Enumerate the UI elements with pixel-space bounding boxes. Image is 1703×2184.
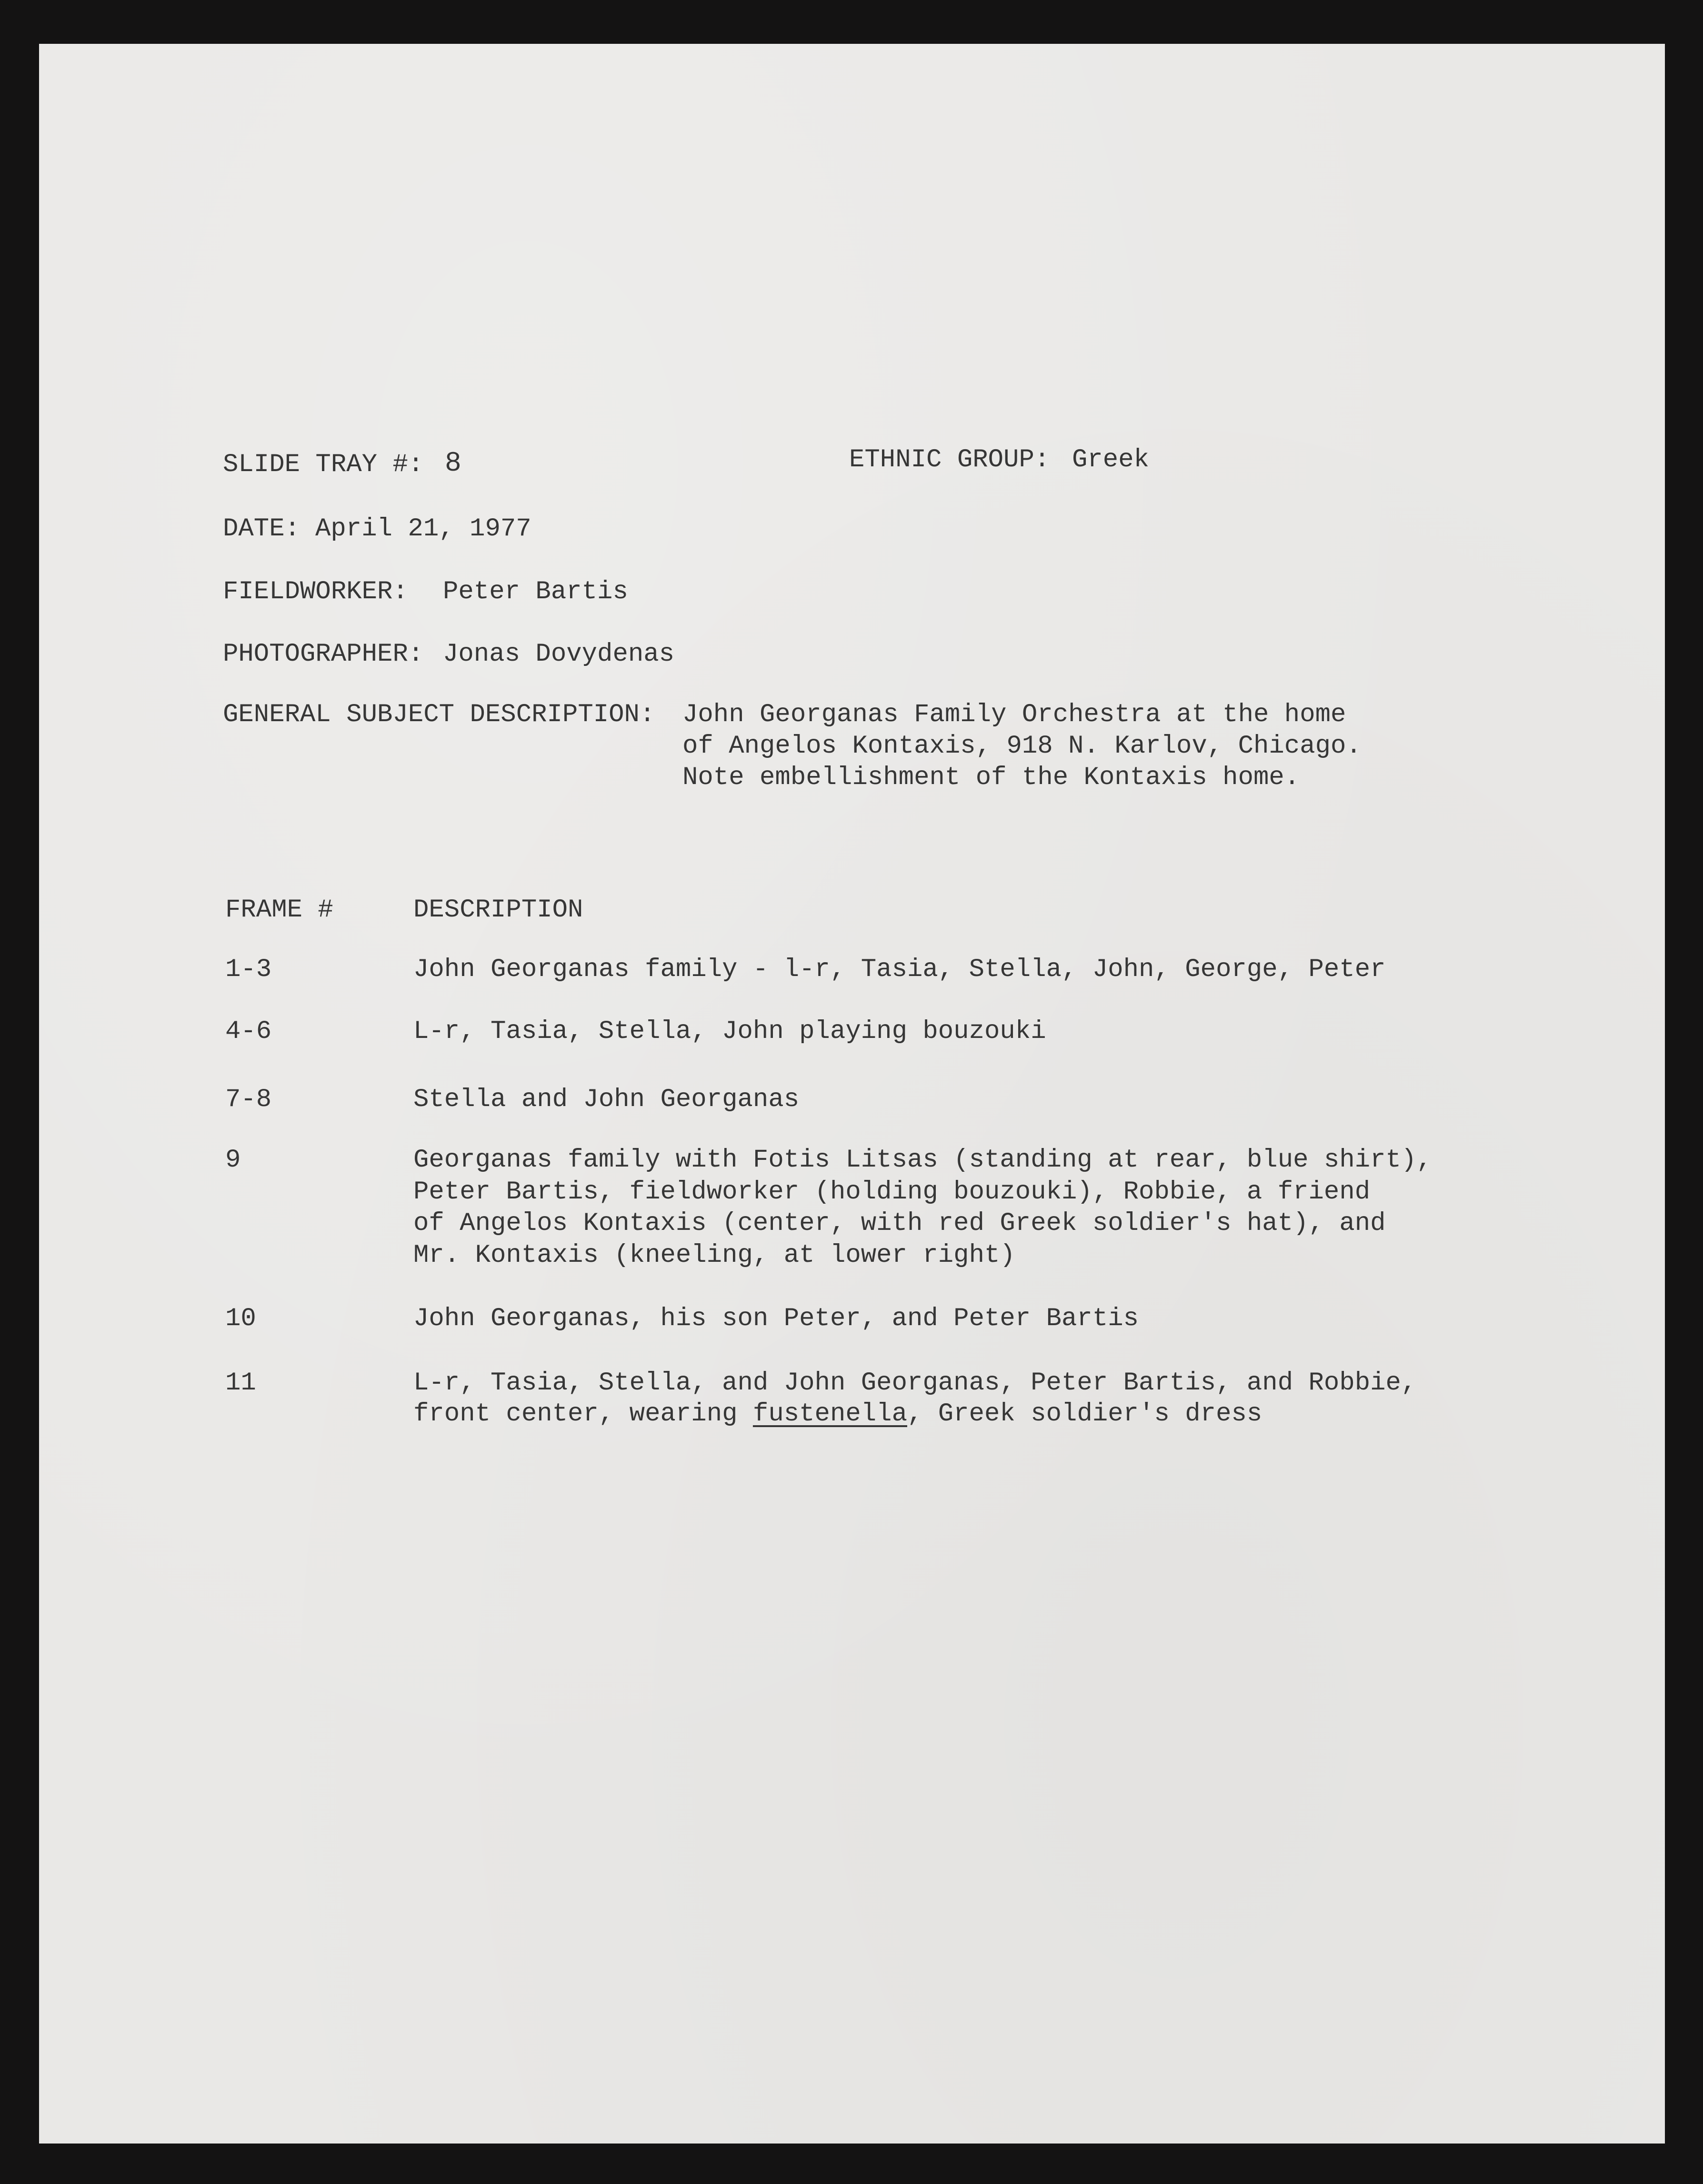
slide-tray-value: 8 bbox=[445, 448, 461, 479]
date-value: April 21, 1977 bbox=[315, 514, 531, 543]
general-subject-line-1: John Georganas Family Orchestra at the home bbox=[682, 700, 1346, 729]
frame-description-line: L-r, Tasia, Stella, and John Georganas, Peter Bartis, and Robbie, bbox=[413, 1369, 1417, 1398]
ethnic-group-value: Greek bbox=[1072, 445, 1150, 474]
general-subject-line-3: Note embellishment of the Kontaxis home. bbox=[682, 763, 1300, 792]
fieldworker-value: Peter Bartis bbox=[443, 577, 628, 606]
frame-description: John Georganas family - l-r, Tasia, Stella, John, George, Peter bbox=[413, 955, 1386, 984]
date-label: DATE: bbox=[223, 514, 301, 543]
frame-number: 1-3 bbox=[225, 955, 272, 984]
frame-number: 4-6 bbox=[225, 1017, 272, 1046]
frame-description-line: of Angelos Kontaxis (center, with red Greek soldier's hat), and bbox=[413, 1209, 1386, 1238]
general-subject-label: GENERAL SUBJECT DESCRIPTION: bbox=[223, 700, 655, 729]
frame-description-line: Mr. Kontaxis (kneeling, at lower right) bbox=[413, 1241, 1015, 1270]
frame-number: 7-8 bbox=[225, 1085, 272, 1114]
description-column-header: DESCRIPTION bbox=[413, 896, 583, 925]
frame-number: 10 bbox=[225, 1304, 256, 1333]
general-subject-line-2: of Angelos Kontaxis, 918 N. Karlov, Chicago. bbox=[682, 732, 1362, 761]
document-page bbox=[39, 44, 1665, 2144]
photographer-label: PHOTOGRAPHER: bbox=[223, 640, 424, 669]
photographer-value: Jonas Dovydenas bbox=[443, 640, 675, 669]
description-suffix: , Greek soldier's dress bbox=[907, 1399, 1262, 1429]
ethnic-group-label: ETHNIC GROUP: bbox=[849, 445, 1050, 474]
frame-column-header: FRAME # bbox=[225, 896, 333, 925]
slide-tray-label: SLIDE TRAY #: bbox=[223, 450, 424, 479]
underlined-term: fustenella bbox=[752, 1399, 907, 1429]
frame-description: Stella and John Georganas bbox=[413, 1085, 800, 1114]
frame-description-line bbox=[413, 1399, 1262, 1430]
description-prefix: front center, wearing bbox=[413, 1399, 753, 1429]
frame-description: John Georganas, his son Peter, and Peter Bartis bbox=[413, 1304, 1139, 1333]
frame-number: 9 bbox=[225, 1146, 241, 1175]
frame-number: 11 bbox=[225, 1369, 256, 1398]
frame-description-line: Georganas family with Fotis Litsas (standing at rear, blue shirt), bbox=[413, 1146, 1432, 1175]
frame-description-line: Peter Bartis, fieldworker (holding bouzouki), Robbie, a friend bbox=[413, 1178, 1371, 1207]
fieldworker-label: FIELDWORKER: bbox=[223, 577, 408, 606]
frame-description: L-r, Tasia, Stella, John playing bouzouki bbox=[413, 1017, 1046, 1046]
